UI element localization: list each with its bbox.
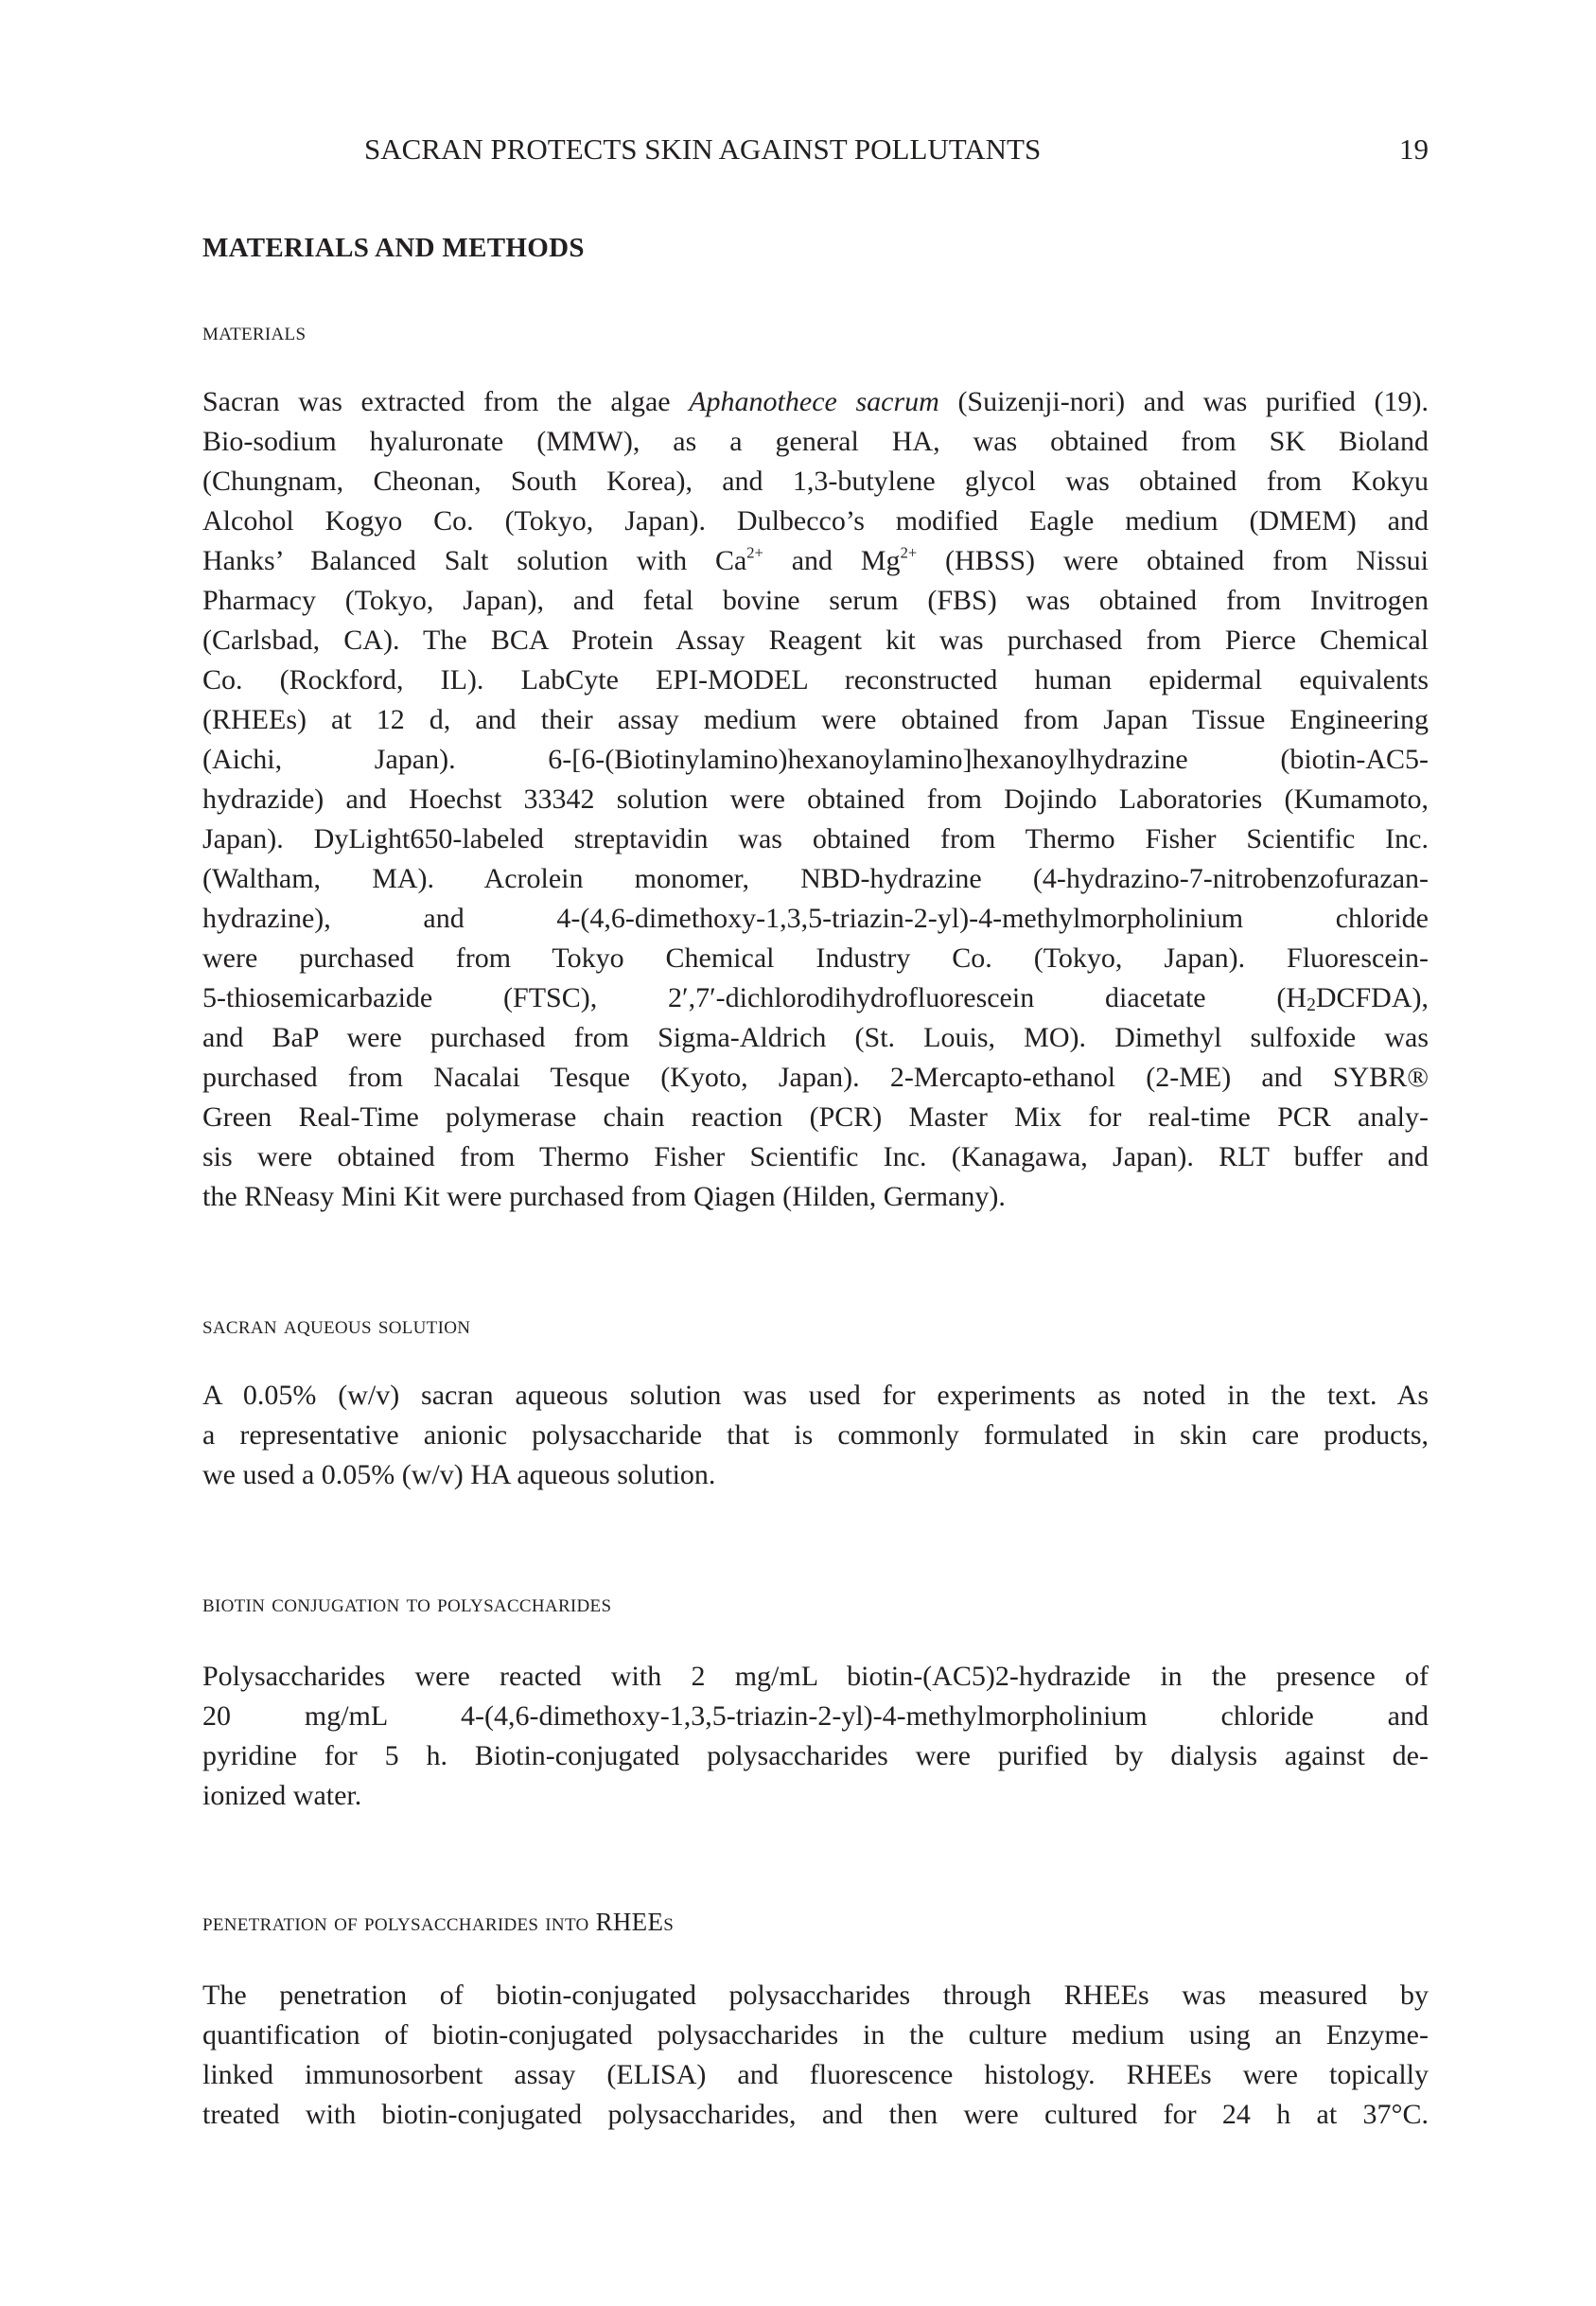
text-line [202, 1697, 1429, 1736]
text-line [202, 939, 1429, 978]
text-segment: Hanks’ Balanced Salt solution with Ca [202, 545, 747, 576]
sub-text: 2 [1307, 995, 1316, 1015]
section-heading: MATERIALS AND METHODS [202, 233, 585, 263]
text-segment: Sacran was extracted from the algae [202, 386, 690, 417]
text-line [202, 462, 1429, 502]
text-line [202, 541, 1429, 581]
sup-text: 2+ [900, 543, 918, 562]
text-segment: a representative anionic polysaccharide that is commonly formulated in skin care products, [202, 1419, 1429, 1451]
paragraph-sacran-aqueous-solution [202, 1376, 1429, 1495]
text-segment: (Waltham, MA). Acrolein monomer, NBD-hydrazine (4-hydrazino-7-nitrobenzofurazan- [202, 863, 1429, 894]
text-segment: (Aichi, Japan). 6-[6-(Biotinylamino)hexanoylamino]hexanoylhydrazine (biotin-AC5- [202, 744, 1429, 775]
text-line [202, 1058, 1429, 1098]
text-segment: sis were obtained from Thermo Fisher Scientific Inc. (Kanagawa, Japan). RLT buffer and [202, 1141, 1429, 1172]
running-head-title: SACRAN PROTECTS SKIN AGAINST POLLUTANTS [364, 132, 1042, 166]
text-line [202, 1177, 1429, 1217]
text-segment: and Mg [763, 545, 901, 576]
text-segment: were purchased from Tokyo Chemical Industry Co. (Tokyo, Japan). Fluorescein- [202, 942, 1429, 974]
text-line [202, 899, 1429, 939]
text-segment: A 0.05% (w/v) sacran aqueous solution was used for experiments as noted in the text. As [202, 1380, 1429, 1411]
sup-text: 2+ [746, 543, 763, 562]
text-segment: Alcohol Kogyo Co. (Tokyo, Japan). Dulbecco’s modified Eagle medium (DMEM) and [202, 505, 1429, 537]
text-line [202, 1376, 1429, 1416]
text-line [202, 780, 1429, 819]
subsection-heading-biotin-conjugation: biotin conjugation to polysaccharides [202, 1589, 612, 1617]
text-line [202, 2016, 1429, 2055]
text-segment: pyridine for 5 h. Biotin-conjugated polysaccharides were purified by dialysis against de- [202, 1740, 1429, 1771]
text-line [202, 2055, 1429, 2095]
text-line [202, 422, 1429, 462]
text-segment: DCFDA), [1315, 982, 1429, 1013]
text-segment: Green Real-Time polymerase chain reaction (PCR) Master Mix for real-time PCR analy- [202, 1101, 1429, 1133]
text-line [202, 660, 1429, 700]
text-segment: (Carlsbad, CA). The BCA Protein Assay Reagent kit was purchased from Pierce Chemical [202, 625, 1429, 656]
text-line [202, 1416, 1429, 1455]
text-line [202, 1976, 1429, 2016]
text-line [202, 1098, 1429, 1137]
text-line [202, 2095, 1429, 2135]
subsection-heading-sacran-aqueous-solution: sacran aqueous solution [202, 1311, 471, 1339]
text-line [202, 621, 1429, 660]
text-segment: 5-thiosemicarbazide (FTSC), 2′,7′-dichlorodihydrofluorescein diacetate (H [202, 982, 1307, 1013]
text-line [202, 502, 1429, 541]
paragraph-penetration [202, 1976, 1429, 2135]
text-segment: linked immunosorbent assay (ELISA) and fluorescence histology. RHEEs were topically [202, 2059, 1429, 2090]
text-segment: (Suizenji-nori) and was purified (19). [938, 386, 1429, 417]
text-segment: we used a 0.05% (w/v) HA aqueous solution. [202, 1459, 716, 1490]
text-segment: (HBSS) were obtained from Nissui [917, 545, 1429, 576]
text-segment: (Chungnam, Cheonan, South Korea), and 1,3-butylene glycol was obtained from Kokyu [202, 466, 1429, 497]
text-line [202, 1455, 1429, 1495]
text-line [202, 1018, 1429, 1058]
text-line [202, 859, 1429, 899]
text-segment: ionized water. [202, 1780, 362, 1811]
italic-text: Aphanothece sacrum [689, 386, 939, 417]
text-segment: 20 mg/mL 4-(4,6-dimethoxy-1,3,5-triazin-2-yl)-4-methylmorpholinium chloride and [202, 1700, 1429, 1732]
text-segment: and BaP were purchased from Sigma-Aldrich (St. Louis, MO). Dimethyl sulfoxide was [202, 1022, 1429, 1053]
text-segment: The penetration of biotin-conjugated polysaccharides through RHEEs was measured by [202, 1980, 1429, 2011]
text-segment: Co. (Rockford, IL). LabCyte EPI-MODEL reconstructed human epidermal equivalents [202, 664, 1429, 695]
paragraph-biotin-conjugation [202, 1657, 1429, 1816]
text-line [202, 978, 1429, 1018]
text-segment: Polysaccharides were reacted with 2 mg/mL biotin-(AC5)2-hydrazide in the presence of [202, 1661, 1429, 1692]
text-segment: hydrazide) and Hoechst 33342 solution were obtained from Dojindo Laboratories (Kumamoto, [202, 783, 1429, 815]
subsection-heading-penetration: penetration of polysaccharides into RHEEs [202, 1908, 675, 1936]
text-segment: purchased from Nacalai Tesque (Kyoto, Japan). 2-Mercapto-ethanol (2-ME) and SYBR® [202, 1062, 1429, 1093]
running-head [202, 130, 1429, 169]
text-line [202, 1137, 1429, 1177]
text-line [202, 581, 1429, 621]
text-segment: hydrazine), and 4-(4,6-dimethoxy-1,3,5-triazin-2-yl)-4-methylmorpholinium chloride [202, 903, 1429, 934]
text-line [202, 740, 1429, 780]
text-line [202, 1657, 1429, 1697]
page-number: 19 [1399, 132, 1429, 166]
text-segment: Pharmacy (Tokyo, Japan), and fetal bovine serum (FBS) was obtained from Invitrogen [202, 585, 1429, 616]
text-segment: (RHEEs) at 12 d, and their assay medium were obtained from Japan Tissue Engineering [202, 704, 1429, 735]
text-segment: treated with biotin-conjugated polysaccharides, and then were cultured for 24 h at 37°C. [202, 2099, 1429, 2130]
text-segment: Bio-sodium hyaluronate (MMW), as a general HA, was obtained from SK Bioland [202, 426, 1429, 457]
text-line [202, 1776, 1429, 1816]
subsection-heading-materials: materials [202, 317, 307, 345]
text-line [202, 1736, 1429, 1776]
text-segment: Japan). DyLight650-labeled streptavidin was obtained from Thermo Fisher Scientific Inc. [202, 823, 1429, 854]
paragraph-materials [202, 382, 1429, 1217]
text-line [202, 700, 1429, 740]
text-line [202, 382, 1429, 422]
text-segment: quantification of biotin-conjugated polysaccharides in the culture medium using an Enzyme- [202, 2019, 1429, 2051]
text-segment: the RNeasy Mini Kit were purchased from Qiagen (Hilden, Germany). [202, 1181, 1006, 1212]
text-line [202, 819, 1429, 859]
